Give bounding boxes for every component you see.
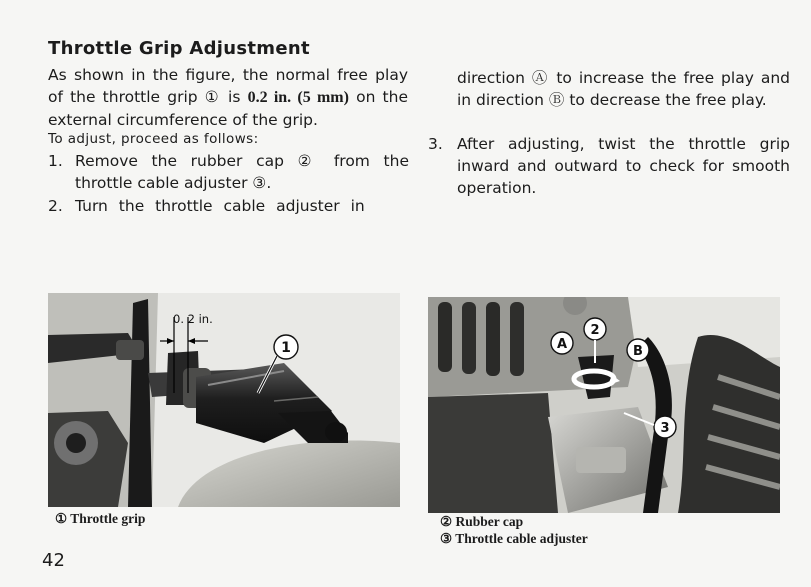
free-play-value: 0.2 in. (5 mm) bbox=[247, 89, 349, 106]
ref-1: ① bbox=[204, 88, 221, 106]
throttle-grip-photo bbox=[48, 293, 400, 507]
intro-text-b: is bbox=[220, 88, 248, 106]
step-number: 3. bbox=[428, 135, 443, 153]
step-1 bbox=[48, 150, 409, 194]
section-title: Throttle Grip Adjustment bbox=[48, 38, 310, 59]
dimension-label: 0. 2 in. bbox=[173, 312, 213, 326]
step-text: Turn the throttle cable adjuster in bbox=[75, 197, 365, 215]
intro-text-c: on the external circumference of the grip. bbox=[48, 88, 408, 129]
step-text: After adjusting, twist the throttle grip inward and outward to check for smooth operation. bbox=[457, 135, 790, 197]
step-number: 1. bbox=[48, 152, 63, 170]
caption-cable-adjuster: ③ Throttle cable adjuster bbox=[440, 531, 588, 546]
intro-paragraph bbox=[48, 64, 408, 131]
step-3 bbox=[428, 133, 790, 199]
carburetor-photo bbox=[428, 297, 780, 513]
throttle-grip-illustration bbox=[48, 293, 400, 507]
step-number: 2. bbox=[48, 197, 63, 215]
page-number: 42 bbox=[42, 550, 65, 571]
callout-2: 2 bbox=[590, 323, 600, 338]
callout-b: B bbox=[633, 344, 643, 359]
step-2-continuation: direction Ⓐ to increase the free play and in direction Ⓑ to decrease the free play. bbox=[457, 69, 790, 109]
step-text: Remove the rubber cap ② from the throttle cable adjuster ③. bbox=[75, 152, 409, 192]
callout-3: 3 bbox=[660, 421, 670, 436]
carburetor-illustration bbox=[428, 297, 780, 513]
callout-1: 1 bbox=[281, 340, 291, 356]
callout-a: A bbox=[556, 337, 568, 352]
caption-throttle-grip: ① Throttle grip bbox=[55, 511, 146, 526]
step-2 bbox=[48, 195, 409, 217]
caption-rubber-cap: ② Rubber cap bbox=[440, 514, 524, 529]
intro-text-a: As shown in the figure, the normal free play of the throttle grip bbox=[48, 66, 408, 106]
proceed-line: To adjust, proceed as follows: bbox=[48, 131, 259, 147]
